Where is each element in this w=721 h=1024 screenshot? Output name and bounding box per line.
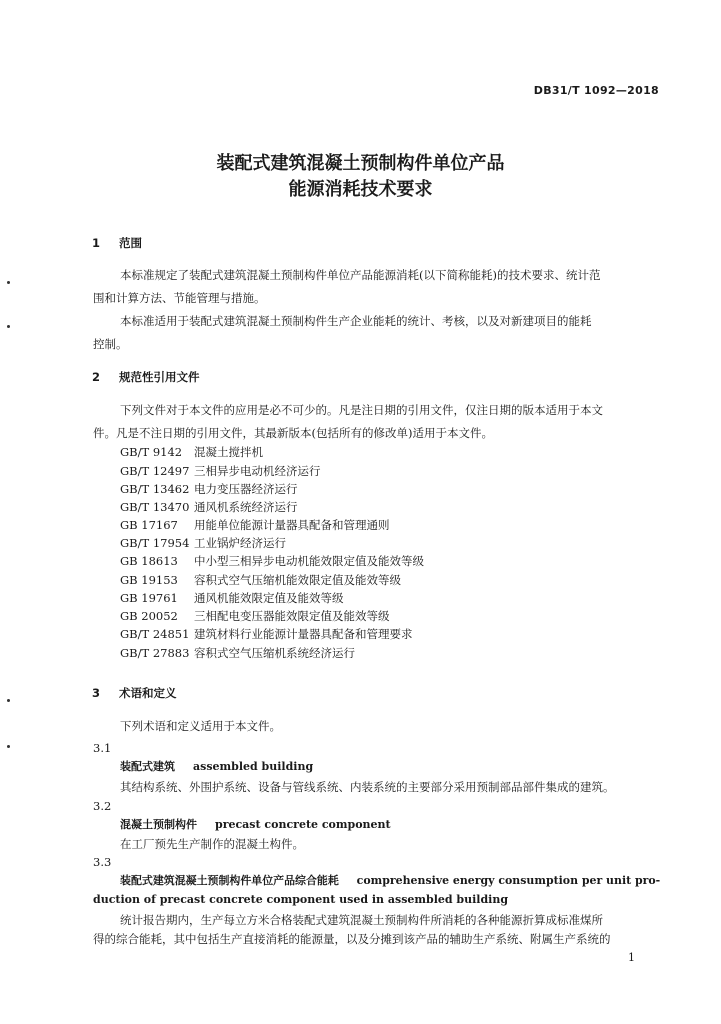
reference-code: GB/T 17954 xyxy=(120,536,190,550)
reference-item xyxy=(120,445,263,459)
page-number: 1 xyxy=(628,951,635,964)
term-zh: 混凝土预制构件 xyxy=(120,818,197,831)
term-heading xyxy=(120,818,391,832)
section-3-heading xyxy=(92,685,177,701)
paragraph-line: 件。凡是不注日期的引用文件，其最新版本(包括所有的修改单)适用于本文件。 xyxy=(93,426,493,440)
reference-title: 通风机系统经济运行 xyxy=(194,500,298,514)
reference-title: 用能单位能源计量器具配备和管理通则 xyxy=(194,518,390,532)
reference-title: 中小型三相异步电动机能效限定值及能效等级 xyxy=(194,554,424,568)
document-title-line2: 能源消耗技术要求 xyxy=(288,179,433,200)
term-number: 3.1 xyxy=(93,741,112,755)
term-definition: 在工厂预先生产制作的混凝土构件。 xyxy=(120,837,304,851)
reference-title: 三相异步电动机经济运行 xyxy=(194,464,321,478)
term-en: precast concrete component xyxy=(215,818,391,831)
term-en: assembled building xyxy=(193,760,314,773)
section-number: 2 xyxy=(92,370,101,384)
term-definition: 得的综合能耗，其中包括生产直接消耗的能源量，以及分摊到该产品的辅助生产系统、附属生产系统的 xyxy=(93,932,611,946)
term-number: 3.2 xyxy=(93,799,112,813)
scan-mark xyxy=(7,699,10,702)
term-heading xyxy=(120,874,660,888)
reference-title: 容积式空气压缩机能效限定值及能效等级 xyxy=(194,573,401,587)
reference-item xyxy=(120,536,286,550)
reference-code: GB/T 9142 xyxy=(120,445,183,459)
paragraph-line: 围和计算方法、节能管理与措施。 xyxy=(93,291,266,305)
reference-code: GB 19153 xyxy=(120,573,178,587)
reference-item xyxy=(120,591,344,605)
scan-mark xyxy=(7,745,10,748)
reference-code: GB/T 13462 xyxy=(120,482,190,496)
paragraph-line: 本标准适用于装配式建筑混凝土预制构件生产企业能耗的统计、考核，以及对新建项目的能耗 xyxy=(120,314,592,328)
term-zh: 装配式建筑 xyxy=(120,760,175,773)
reference-code: GB/T 13470 xyxy=(120,500,190,514)
reference-code: GB 17167 xyxy=(120,518,178,532)
paragraph-line: 控制。 xyxy=(93,337,128,351)
reference-title: 建筑材料行业能源计量器具配备和管理要求 xyxy=(194,627,413,641)
paragraph-line: 下列文件对于本文件的应用是必不可少的。凡是注日期的引用文件，仅注日期的版本适用于本文 xyxy=(120,403,603,417)
reference-title: 三相配电变压器能效限定值及能效等级 xyxy=(194,609,390,623)
term-heading xyxy=(120,760,313,774)
section-number: 1 xyxy=(92,236,101,250)
section-title: 范围 xyxy=(119,236,142,250)
term-zh: 装配式建筑混凝土预制构件单位产品综合能耗 xyxy=(120,874,339,887)
reference-title: 容积式空气压缩机系统经济运行 xyxy=(194,646,355,660)
term-definition: 其结构系统、外围护系统、设备与管线系统、内装系统的主要部分采用预制部品部件集成的建筑。 xyxy=(120,780,615,794)
reference-title: 电力变压器经济运行 xyxy=(194,482,298,496)
reference-code: GB/T 27883 xyxy=(120,646,190,660)
reference-item xyxy=(120,646,355,660)
standard-number: DB31/T 1092—2018 xyxy=(533,84,659,97)
reference-item xyxy=(120,554,424,568)
reference-title: 通风机能效限定值及能效等级 xyxy=(194,591,344,605)
section-number: 3 xyxy=(92,686,101,700)
reference-code: GB 19761 xyxy=(120,591,178,605)
paragraph-line: 下列术语和定义适用于本文件。 xyxy=(120,719,281,733)
term-definition: 统计报告期内，生产每立方米合格装配式建筑混凝土预制构件所消耗的各种能源折算成标准煤所 xyxy=(120,913,603,927)
reference-item xyxy=(120,482,298,496)
reference-item xyxy=(120,573,401,587)
reference-code: GB/T 24851 xyxy=(120,627,190,641)
term-en-continuation: duction of precast concrete component used in assembled building xyxy=(93,893,509,906)
term-en: comprehensive energy consumption per unit pro- xyxy=(356,874,661,887)
reference-code: GB 20052 xyxy=(120,609,178,623)
reference-item xyxy=(120,627,413,641)
scan-mark xyxy=(7,281,10,284)
reference-code: GB 18613 xyxy=(120,554,178,568)
paragraph-line: 本标准规定了装配式建筑混凝土预制构件单位产品能源消耗(以下简称能耗)的技术要求、统计范 xyxy=(120,268,601,282)
document-title-line1: 装配式建筑混凝土预制构件单位产品 xyxy=(216,153,505,174)
section-title: 规范性引用文件 xyxy=(119,370,200,384)
reference-title: 工业锅炉经济运行 xyxy=(194,536,286,550)
section-title: 术语和定义 xyxy=(119,686,177,700)
reference-item xyxy=(120,609,390,623)
reference-item xyxy=(120,464,321,478)
section-2-heading xyxy=(92,369,200,385)
scan-mark xyxy=(7,325,10,328)
reference-title: 混凝土搅拌机 xyxy=(194,445,263,459)
reference-item xyxy=(120,518,390,532)
reference-code: GB/T 12497 xyxy=(120,464,190,478)
section-1-heading xyxy=(92,235,142,251)
term-number: 3.3 xyxy=(93,855,112,869)
reference-item xyxy=(120,500,298,514)
